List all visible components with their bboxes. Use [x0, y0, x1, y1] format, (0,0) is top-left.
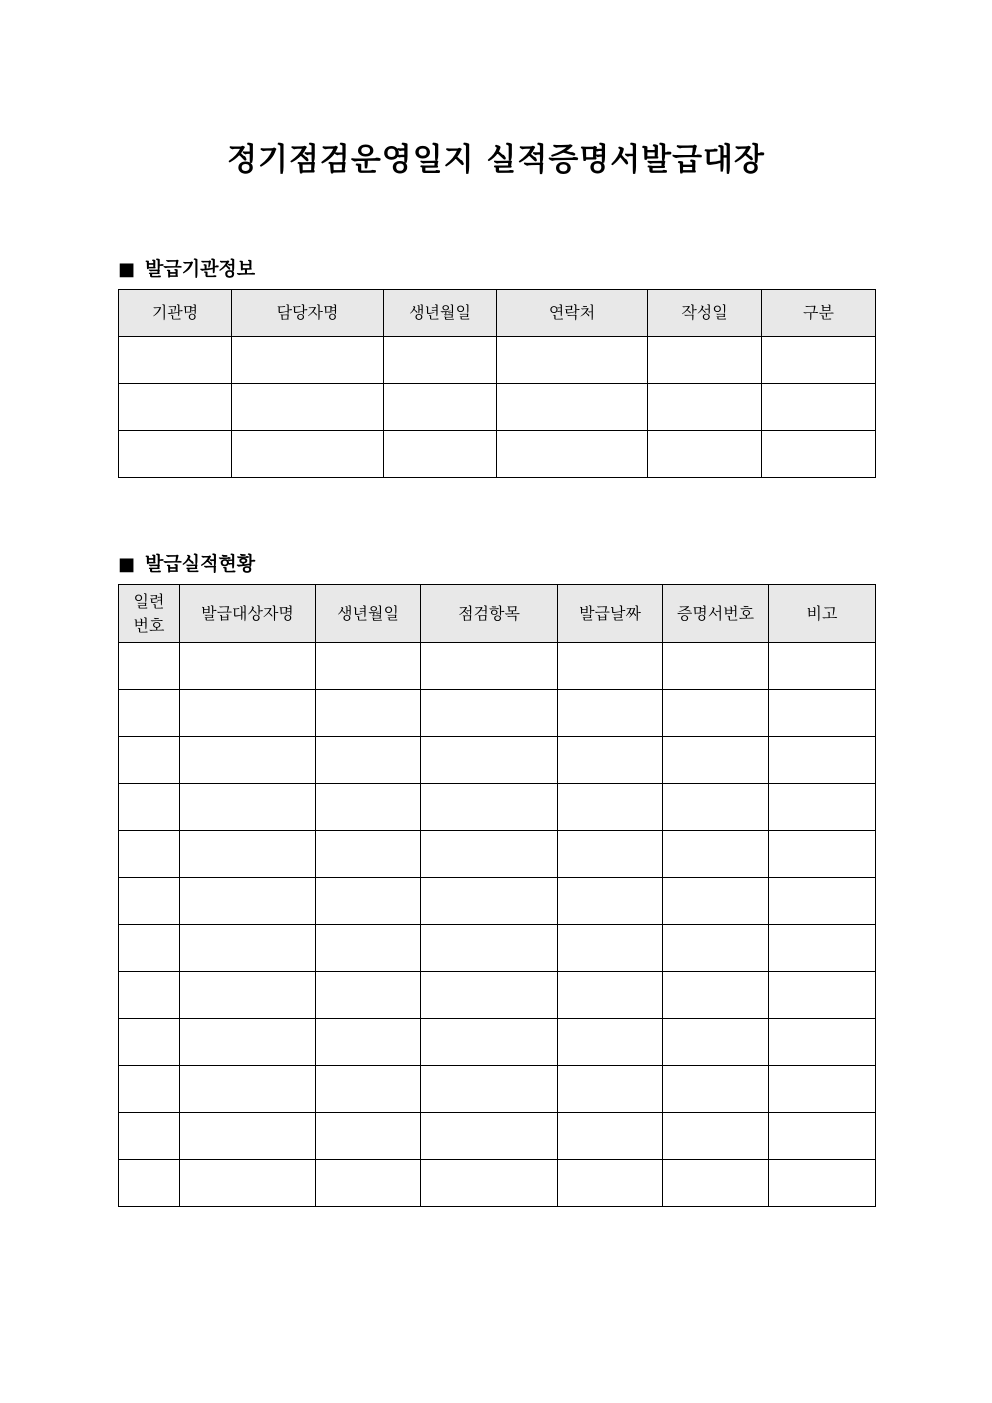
table-cell[interactable]	[769, 878, 876, 925]
table-cell[interactable]	[762, 337, 876, 384]
column-header: 구분	[762, 290, 876, 337]
table-row	[119, 690, 876, 737]
table-cell[interactable]	[421, 784, 558, 831]
table-cell[interactable]	[648, 431, 762, 478]
column-header: 증명서번호	[663, 585, 769, 643]
issuer-section-title: 발급기관정보	[145, 258, 256, 280]
table-cell[interactable]	[663, 878, 769, 925]
table-row	[119, 431, 876, 478]
table-row	[119, 925, 876, 972]
table-cell[interactable]	[558, 737, 663, 784]
table-cell[interactable]	[648, 384, 762, 431]
table-cell[interactable]	[316, 1113, 421, 1160]
table-cell[interactable]	[769, 972, 876, 1019]
table-cell[interactable]	[558, 690, 663, 737]
table-cell[interactable]	[558, 831, 663, 878]
table-cell[interactable]	[421, 831, 558, 878]
table-cell[interactable]	[384, 337, 497, 384]
table-cell[interactable]	[316, 1160, 421, 1207]
page-title: 정기점검운영일지 실적증명서발급대장	[227, 142, 765, 178]
table-cell[interactable]	[558, 1113, 663, 1160]
table-cell[interactable]	[663, 1066, 769, 1113]
table-cell[interactable]	[663, 784, 769, 831]
table-cell[interactable]	[119, 1066, 180, 1113]
table-cell[interactable]	[119, 878, 180, 925]
table-cell[interactable]	[663, 925, 769, 972]
table-cell[interactable]	[119, 784, 180, 831]
record-table-body	[119, 643, 876, 1207]
table-cell[interactable]	[384, 384, 497, 431]
record-section-heading	[118, 549, 255, 576]
column-header: 작성일	[648, 290, 762, 337]
table-cell[interactable]	[180, 737, 316, 784]
table-cell[interactable]	[119, 925, 180, 972]
table-cell[interactable]	[180, 878, 316, 925]
table-cell[interactable]	[558, 1160, 663, 1207]
table-cell[interactable]	[119, 643, 180, 690]
table-cell[interactable]	[421, 1113, 558, 1160]
table-cell[interactable]	[421, 1019, 558, 1066]
table-cell[interactable]	[316, 1019, 421, 1066]
table-cell[interactable]	[180, 925, 316, 972]
table-cell[interactable]	[180, 643, 316, 690]
issuer-section-heading	[118, 254, 255, 281]
table-cell[interactable]	[663, 1113, 769, 1160]
table-cell[interactable]	[558, 784, 663, 831]
table-cell[interactable]	[663, 690, 769, 737]
table-cell[interactable]	[316, 972, 421, 1019]
table-cell[interactable]	[232, 384, 384, 431]
table-cell[interactable]	[558, 972, 663, 1019]
table-cell[interactable]	[316, 643, 421, 690]
table-cell[interactable]	[119, 690, 180, 737]
table-cell[interactable]	[558, 643, 663, 690]
table-row	[119, 384, 876, 431]
table-cell[interactable]	[316, 1066, 421, 1113]
table-cell[interactable]	[119, 1113, 180, 1160]
table-row	[119, 737, 876, 784]
table-cell[interactable]	[316, 878, 421, 925]
issuer-info-table	[118, 289, 876, 478]
table-cell[interactable]	[180, 1066, 316, 1113]
table-row	[119, 643, 876, 690]
table-row	[119, 1019, 876, 1066]
table-row	[119, 337, 876, 384]
table-cell[interactable]	[316, 925, 421, 972]
table-cell[interactable]	[316, 831, 421, 878]
column-header: 생년월일	[316, 585, 421, 643]
column-header: 담당자명	[232, 290, 384, 337]
table-cell[interactable]	[119, 831, 180, 878]
table-cell[interactable]	[558, 878, 663, 925]
record-section-title: 발급실적현황	[145, 553, 256, 575]
square-bullet-icon: ■	[118, 259, 136, 280]
table-cell[interactable]	[497, 431, 648, 478]
issuance-record-table	[118, 584, 876, 1207]
table-cell[interactable]	[316, 784, 421, 831]
table-row	[119, 878, 876, 925]
table-cell[interactable]	[421, 737, 558, 784]
column-header: 발급대상자명	[180, 585, 316, 643]
issuer-table-body	[119, 337, 876, 478]
table-cell[interactable]	[180, 1019, 316, 1066]
table-cell[interactable]	[180, 972, 316, 1019]
column-header: 비고	[769, 585, 876, 643]
table-cell[interactable]	[180, 784, 316, 831]
column-header: 생년월일	[384, 290, 497, 337]
table-cell[interactable]	[497, 384, 648, 431]
table-cell[interactable]	[180, 1160, 316, 1207]
table-cell[interactable]	[232, 337, 384, 384]
table-cell[interactable]	[180, 690, 316, 737]
table-cell[interactable]	[558, 1019, 663, 1066]
table-cell[interactable]	[558, 925, 663, 972]
table-cell[interactable]	[497, 337, 648, 384]
table-cell[interactable]	[421, 1160, 558, 1207]
table-cell[interactable]	[769, 784, 876, 831]
table-cell[interactable]	[180, 831, 316, 878]
table-cell[interactable]	[663, 737, 769, 784]
column-header: 일련 번호	[119, 585, 180, 643]
table-cell[interactable]	[769, 1019, 876, 1066]
table-cell[interactable]	[384, 431, 497, 478]
table-cell[interactable]	[769, 1066, 876, 1113]
table-cell[interactable]	[119, 1160, 180, 1207]
table-row	[119, 1066, 876, 1113]
table-cell[interactable]	[119, 972, 180, 1019]
table-cell[interactable]	[769, 643, 876, 690]
table-cell[interactable]	[762, 384, 876, 431]
table-cell[interactable]	[663, 831, 769, 878]
table-cell[interactable]	[421, 878, 558, 925]
issuer-header-row	[119, 290, 876, 337]
table-cell[interactable]	[769, 1113, 876, 1160]
table-cell[interactable]	[663, 643, 769, 690]
table-cell[interactable]	[316, 737, 421, 784]
table-cell[interactable]	[663, 972, 769, 1019]
column-header: 발급날짜	[558, 585, 663, 643]
column-header: 연락처	[497, 290, 648, 337]
table-cell[interactable]	[232, 431, 384, 478]
table-row	[119, 784, 876, 831]
table-cell[interactable]	[119, 737, 180, 784]
table-cell[interactable]	[421, 1066, 558, 1113]
table-cell[interactable]	[769, 737, 876, 784]
table-row	[119, 1113, 876, 1160]
table-cell[interactable]	[769, 925, 876, 972]
square-bullet-icon: ■	[118, 554, 136, 575]
table-cell[interactable]	[119, 384, 232, 431]
table-cell[interactable]	[119, 337, 232, 384]
table-cell[interactable]	[421, 972, 558, 1019]
table-cell[interactable]	[648, 337, 762, 384]
table-cell[interactable]	[316, 690, 421, 737]
table-cell[interactable]	[769, 1160, 876, 1207]
table-cell[interactable]	[769, 831, 876, 878]
table-cell[interactable]	[421, 925, 558, 972]
table-cell[interactable]	[762, 431, 876, 478]
record-header-row	[119, 585, 876, 643]
table-cell[interactable]	[769, 690, 876, 737]
table-cell[interactable]	[119, 1019, 180, 1066]
table-cell[interactable]	[558, 1066, 663, 1113]
table-cell[interactable]	[119, 431, 232, 478]
table-cell[interactable]	[663, 1160, 769, 1207]
table-cell[interactable]	[421, 643, 558, 690]
table-cell[interactable]	[421, 690, 558, 737]
table-cell[interactable]	[663, 1019, 769, 1066]
table-row	[119, 972, 876, 1019]
column-header: 점검항목	[421, 585, 558, 643]
column-header: 기관명	[119, 290, 232, 337]
table-cell[interactable]	[180, 1113, 316, 1160]
table-row	[119, 1160, 876, 1207]
table-row	[119, 831, 876, 878]
